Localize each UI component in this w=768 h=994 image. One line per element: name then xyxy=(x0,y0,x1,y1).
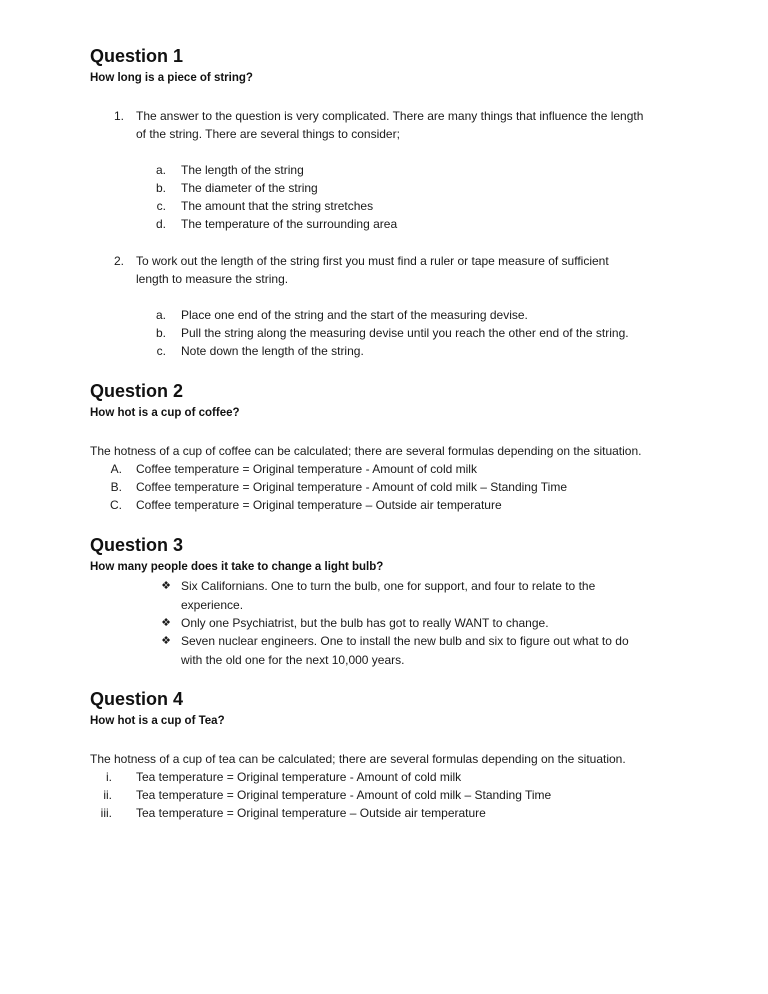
formula-item: Coffee temperature = Original temperature - Amount of cold milk xyxy=(136,462,477,476)
sublist-marker: b. xyxy=(155,326,166,340)
sublist-item: The length of the string xyxy=(181,163,304,177)
list-item-text: To work out the length of the string first you must find a ruler or tape measure of sufficient xyxy=(136,254,609,268)
formula-item: Tea temperature = Original temperature - Amount of cold milk xyxy=(136,770,462,784)
bullet-item-text: Only one Psychiatrist, but the bulb has got to really WANT to change. xyxy=(181,616,549,630)
bullet-item-text: Seven nuclear engineers. One to install the new bulb and six to figure out what to do xyxy=(181,634,629,648)
formula-item: Coffee temperature = Original temperature - Amount of cold milk – Standing Time xyxy=(136,480,567,494)
list-item-text: length to measure the string. xyxy=(136,272,289,286)
sublist-marker: a. xyxy=(155,163,166,177)
formula-item: Coffee temperature = Original temperature – Outside air temperature xyxy=(136,498,502,512)
diamond-bullet-icon: ❖ xyxy=(161,617,171,629)
question-2-subtitle: How hot is a cup of coffee? xyxy=(90,407,240,419)
formula-item: Tea temperature = Original temperature - Amount of cold milk – Standing Time xyxy=(136,788,552,802)
question-4-subtitle: How hot is a cup of Tea? xyxy=(90,715,225,727)
bullet-item-text: with the old one for the next 10,000 years. xyxy=(181,653,405,667)
list-marker: i. xyxy=(106,770,112,784)
sublist-marker: d. xyxy=(155,217,166,231)
list-marker: 2. xyxy=(113,254,124,268)
question-1-heading: Question 1 xyxy=(90,46,184,66)
question-3-heading: Question 3 xyxy=(90,535,184,555)
list-marker: 1. xyxy=(113,109,124,123)
sublist-item: Note down the length of the string. xyxy=(181,344,364,358)
list-marker: C. xyxy=(110,498,122,512)
list-marker: B. xyxy=(110,480,122,494)
question-1-subtitle: How long is a piece of string? xyxy=(90,72,253,84)
sublist-item: The amount that the string stretches xyxy=(181,199,374,213)
sublist-marker: c. xyxy=(156,344,166,358)
question-2-intro: The hotness of a cup of coffee can be calculated; there are several formulas depending on the situation. xyxy=(90,444,642,458)
list-item-text: The answer to the question is very complicated. There are many things that influence the length xyxy=(136,109,644,123)
sublist-item: Pull the string along the measuring devise until you reach the other end of the string. xyxy=(181,326,629,340)
sublist-marker: c. xyxy=(156,199,166,213)
question-4-intro: The hotness of a cup of tea can be calculated; there are several formulas depending on the situation. xyxy=(90,752,626,766)
list-item-text: of the string. There are several things to consider; xyxy=(136,127,400,141)
question-4-heading: Question 4 xyxy=(90,689,184,709)
sublist-item: The diameter of the string xyxy=(181,181,318,195)
diamond-bullet-icon: ❖ xyxy=(161,580,171,592)
formula-item: Tea temperature = Original temperature – Outside air temperature xyxy=(136,806,486,820)
bullet-item-text: experience. xyxy=(181,598,244,612)
sublist-marker: a. xyxy=(155,308,166,322)
sublist-item: The temperature of the surrounding area xyxy=(181,217,398,231)
question-3-subtitle: How many people does it take to change a light bulb? xyxy=(90,561,384,573)
sublist-marker: b. xyxy=(155,181,166,195)
list-marker: A. xyxy=(110,462,122,476)
question-2-heading: Question 2 xyxy=(90,381,184,401)
sublist-item: Place one end of the string and the start of the measuring devise. xyxy=(181,308,528,322)
bullet-item-text: Six Californians. One to turn the bulb, one for support, and four to relate to the xyxy=(181,579,596,593)
list-marker: iii. xyxy=(100,806,112,820)
list-marker: ii. xyxy=(103,788,112,802)
diamond-bullet-icon: ❖ xyxy=(161,635,171,647)
